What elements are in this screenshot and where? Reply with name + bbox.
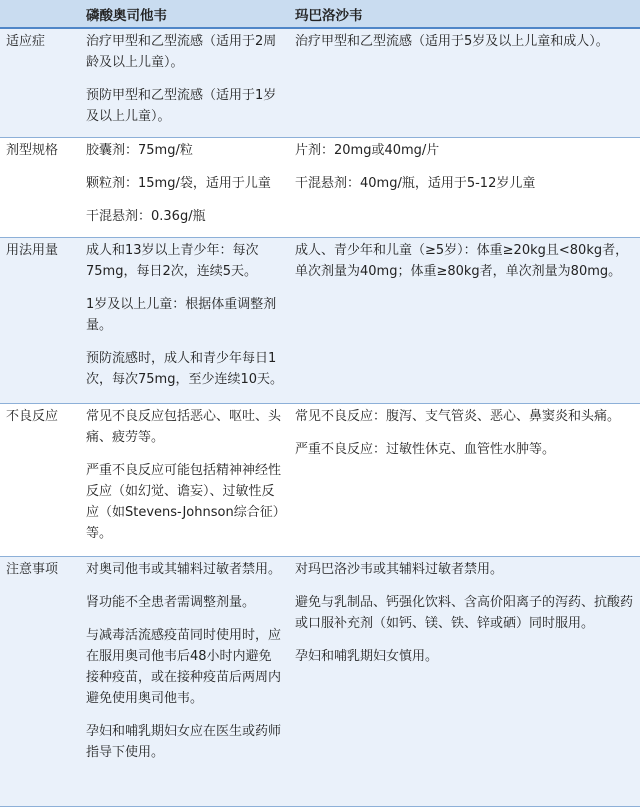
cell-text: 成人和13岁以上青少年：每次75mg，每日2次，连续5天。: [86, 243, 259, 279]
cell-text: 预防流感时，成人和青少年每日1次，每次75mg，至少连续10天。: [86, 351, 283, 387]
cell-text: 颗粒剂：15mg/袋，适用于儿童: [86, 176, 271, 191]
row-category: 适应症: [0, 28, 80, 138]
table-row: [0, 28, 640, 138]
header-category: [0, 0, 80, 28]
baloxavir-cell: [289, 138, 640, 238]
cell-text: 1岁及以上儿童：根据体重调整剂量。: [86, 297, 277, 333]
cell-text: 胶囊剂：75mg/粒: [86, 143, 193, 158]
baloxavir-cell: [289, 557, 640, 807]
cell-text: 片剂：20mg或40mg/片: [295, 143, 440, 158]
header-baloxavir: 玛巴洛沙韦: [289, 0, 640, 28]
cell-text: 成人、青少年和儿童（≥5岁）：体重≥20kg且<80kg者，单次剂量为40mg；体重≥80kg者，单次剂量为80mg。: [295, 243, 629, 279]
cell-text: 对奥司他韦或其辅料过敏者禁用。: [86, 562, 282, 577]
cell-text: 干混悬剂：40mg/瓶，适用于5-12岁儿童: [295, 176, 536, 191]
row-category: 用法用量: [0, 238, 80, 404]
cell-text: 肾功能不全患者需调整剂量。: [86, 595, 256, 610]
cell-text: 孕妇和哺乳期妇女慎用。: [295, 649, 439, 664]
table-row: [0, 557, 640, 807]
row-category: 不良反应: [0, 404, 80, 557]
baloxavir-cell: [289, 238, 640, 404]
oseltamivir-cell: [80, 404, 289, 557]
cell-text: 预防甲型和乙型流感（适用于1岁及以上儿童）。: [86, 88, 277, 124]
row-category: 剂型规格: [0, 138, 80, 238]
cell-text: 与减毒活流感疫苗同时使用时，应在服用奥司他韦后48小时内避免接种疫苗，或在接种疫苗后两周内避免使用奥司他韦。: [86, 628, 282, 706]
baloxavir-cell: [289, 404, 640, 557]
table-row: [0, 404, 640, 557]
row-category: 注意事项: [0, 557, 80, 807]
cell-text: 常见不良反应：腹泻、支气管炎、恶心、鼻窦炎和头痛。: [295, 409, 621, 424]
cell-text: 治疗甲型和乙型流感（适用于2周龄及以上儿童）。: [86, 34, 277, 70]
oseltamivir-cell: [80, 557, 289, 807]
oseltamivir-cell: [80, 28, 289, 138]
header-oseltamivir: 磷酸奥司他韦: [80, 0, 289, 28]
header-row: [0, 0, 640, 28]
table-row: [0, 138, 640, 238]
table-row: [0, 238, 640, 404]
cell-text: 孕妇和哺乳期妇女应在医生或药师指导下使用。: [86, 724, 282, 760]
cell-text: 严重不良反应：过敏性休克、血管性水肿等。: [295, 442, 556, 457]
oseltamivir-cell: [80, 238, 289, 404]
baloxavir-cell: [289, 28, 640, 138]
cell-text: 避免与乳制品、钙强化饮料、含高价阳离子的泻药、抗酸药或口服补充剂（如钙、镁、铁、锌或硒）同时服用。: [295, 595, 634, 631]
oseltamivir-cell: [80, 138, 289, 238]
cell-text: 严重不良反应可能包括精神神经性反应（如幻觉、谵妄）、过敏性反应（如Stevens-Johnson综合征）等。: [86, 463, 282, 541]
cell-text: 对玛巴洛沙韦或其辅料过敏者禁用。: [295, 562, 504, 577]
cell-text: 治疗甲型和乙型流感（适用于5岁及以上儿童和成人）。: [295, 34, 609, 49]
cell-text: 常见不良反应包括恶心、呕吐、头痛、疲劳等。: [86, 409, 282, 445]
cell-text: 干混悬剂：0.36g/瓶: [86, 209, 206, 224]
